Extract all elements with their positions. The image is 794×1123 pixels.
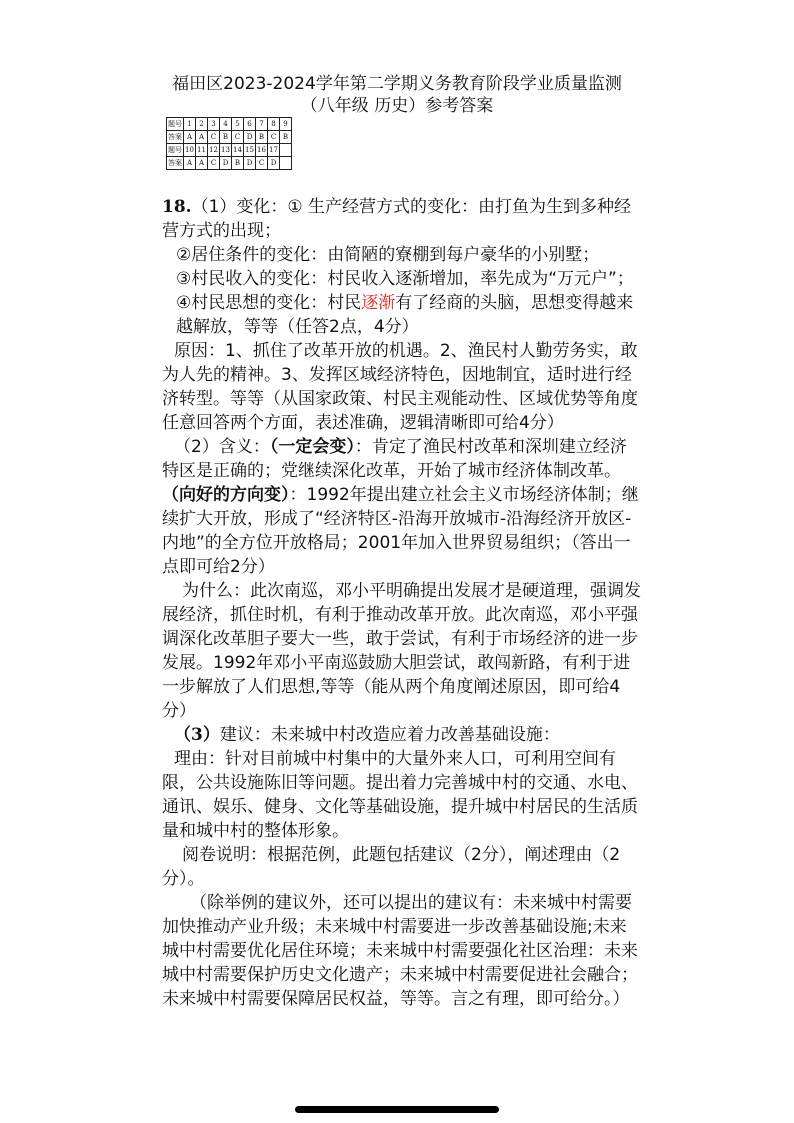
question-18-answer	[162, 195, 642, 1011]
answer-table-cell	[280, 144, 292, 157]
answer-table-cell: 11	[196, 144, 208, 157]
answer-table-cell: 4	[220, 118, 232, 131]
answer-table-cell: A	[184, 157, 196, 170]
home-indicator[interactable]	[295, 1106, 499, 1113]
answer-table-cell: D	[244, 157, 256, 170]
answer-table-cell: 9	[280, 118, 292, 131]
answer-table-cell: 1	[184, 118, 196, 131]
answer-table-cell: 3	[208, 118, 220, 131]
answer-table-cell: D	[220, 157, 232, 170]
q18-part1-item4: ④村民思想的变化：村民逐渐有了经商的头脑，思想变得越来越解放，等等（任答2点，4分）	[176, 293, 634, 337]
q18-part1-item3: ③村民收入的变化：村民收入逐渐增加，率先成为“万元户”；	[176, 269, 634, 289]
answer-table-cell: 14	[232, 144, 244, 157]
q18-part1-reason: 原因：1、抓住了改革开放的机遇。2、渔民村人勤劳务实，敢为人先的精神。3、发挥区域经济特色，因地制宜，适时进行经济转型。等等（从国家政策、村民主观能动性、区域优势等角度任意回答两个方面，表述准确，逻辑清晰即可给4分）	[162, 341, 638, 433]
bold-label-2: （向好的方向变）	[162, 485, 290, 505]
q18-part3-note: 阅卷说明：根据范例，此题包括建议（2分），阐述理由（2分）。	[162, 845, 621, 889]
answer-table-row	[167, 131, 292, 144]
answer-table-row	[167, 144, 292, 157]
answer-table-cell	[280, 157, 292, 170]
q18-part3-reason: 理由：针对目前城中村集中的大量外来人口，可利用空间有限，公共设施陈旧等问题。提出着力完善城中村的交通、水电、通讯、娱乐、健身、文化等基础设施，提升城中村居民的生活质量和城中村的整体形象。	[162, 749, 638, 841]
answer-table-row	[167, 157, 292, 170]
answer-table-cell: 10	[184, 144, 196, 157]
answer-table-cell: 5	[232, 118, 244, 131]
document-title: 福田区2023-2024学年第二学期义务教育阶段学业质量监测	[172, 74, 622, 94]
answer-table-cell: 2	[196, 118, 208, 131]
answer-table-cell: B	[280, 131, 292, 144]
answer-table-cell: D	[268, 157, 280, 170]
answer-table-row-label: 题号	[167, 144, 184, 157]
answer-table-cell: 8	[268, 118, 280, 131]
answer-table-cell: 17	[268, 144, 280, 157]
answer-table-cell: B	[220, 131, 232, 144]
answer-table-cell: 16	[256, 144, 268, 157]
answer-table-cell: A	[196, 157, 208, 170]
answer-table-cell: A	[196, 131, 208, 144]
answer-table-cell: 13	[220, 144, 232, 157]
q18-part3-head: （3）建议：未来城中村改造应着力改善基础设施：	[174, 725, 560, 745]
answer-table-row	[167, 118, 292, 131]
question-number: 18.	[162, 197, 192, 217]
highlighted-word: 逐渐	[361, 293, 396, 313]
answer-table-cell: B	[232, 157, 244, 170]
answer-table-cell: C	[256, 157, 268, 170]
answer-table-cell: D	[244, 131, 256, 144]
answer-table-cell: 7	[256, 118, 268, 131]
q18-part2-meaning: （2）含义：（一定会变）：肯定了渔民村改革和深圳建立经济特区是正确的；党继续深化改革，开始了城市经济体制改革。（向好的方向变）：1992年提出建立社会主义市场经济体制；继续扩大开放，形成了“经济特区-沿海开放城市-沿海经济开放区-内地”的全方位开放格局；2001年加入世界贸易组织；（答出一点即可给2分）	[162, 437, 639, 577]
q18-part3-extra: （除举例的建议外，还可以提出的建议有：未来城中村需要加快推动产业升级；未来城中村需要进一步改善基础设施;未来城中村需要优化居住环境；未来城中村需要强化社区治理：未来城中村需要保护历史文化遗产；未来城中村需要促进社会融合；未来城中村需要保障居民权益，等等。言之有理，即可给分。）	[162, 893, 638, 1009]
answer-table-cell: C	[208, 157, 220, 170]
answer-table-cell: B	[256, 131, 268, 144]
answer-table-cell: C	[268, 131, 280, 144]
answer-table-cell: 6	[244, 118, 256, 131]
answer-table-cell: C	[232, 131, 244, 144]
bold-label-1: （一定会变）	[269, 437, 355, 457]
answer-table-row-label: 答案	[167, 157, 184, 170]
q18-part2-why: 为什么：此次南巡，邓小平明确提出发展才是硬道理，强调发展经济，抓住时机，有利于推动改革开放。此次南巡，邓小平强调深化改革胆子要大一些，敢于尝试，有利于市场经济的进一步发展。1992年邓小平南巡鼓励大胆尝试，敢闯新路，有利于进一步解放了人们思想,等等（能从两个角度阐述原因，即可给4分）	[162, 581, 641, 721]
answer-table-cell: 15	[244, 144, 256, 157]
answer-table-cell: C	[208, 131, 220, 144]
answer-table-cell: A	[184, 131, 196, 144]
answer-table-cell: 12	[208, 144, 220, 157]
answer-table-row-label: 答案	[167, 131, 184, 144]
q18-part1-head: 18.（1）变化：① 生产经营方式的变化：由打鱼为生到多种经营方式的出现；	[162, 197, 632, 241]
answer-table-row-label: 题号	[167, 118, 184, 131]
q18-part1-item2: ②居住条件的变化：由简陋的寮棚到每户豪华的小别墅；	[176, 245, 600, 265]
answer-table	[166, 117, 292, 170]
document-subtitle: （八年级 历史）参考答案	[300, 96, 494, 116]
